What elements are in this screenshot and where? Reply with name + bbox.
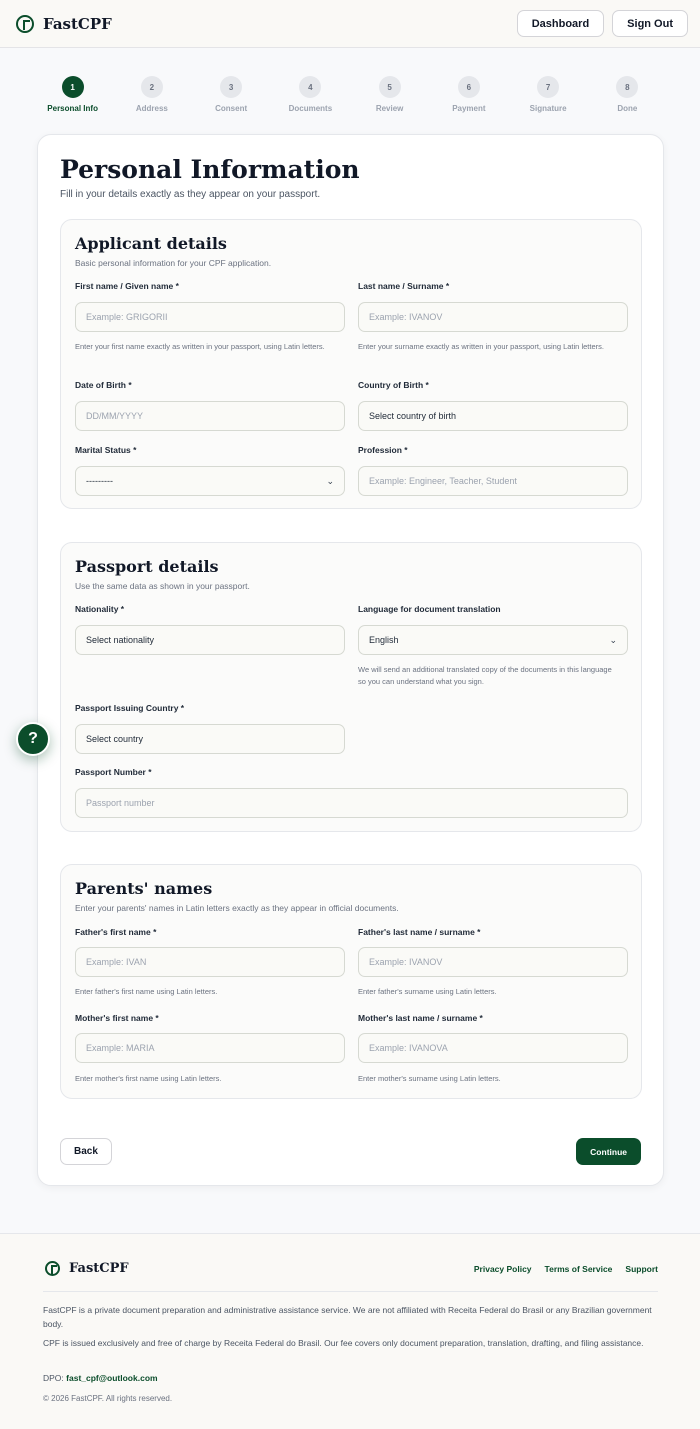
sign-out-button[interactable]: Sign Out — [612, 10, 688, 37]
dashboard-button[interactable]: Dashboard — [517, 10, 604, 37]
step-consent — [192, 76, 271, 113]
progress-stepper — [33, 76, 667, 113]
dob-label: Date of Birth * — [75, 380, 132, 390]
footer-brand-name: FastCPF — [69, 1261, 129, 1276]
issuing-country-select[interactable]: Select country — [75, 724, 345, 754]
passport-number-label: Passport Number * — [75, 767, 152, 777]
terms-of-service-link[interactable]: Terms of Service — [544, 1264, 613, 1274]
footer-copyright: © 2026 FastCPF. All rights reserved. — [43, 1394, 173, 1403]
translation-language-select[interactable] — [358, 625, 628, 655]
profession-input[interactable]: Example: Engineer, Teacher, Student — [358, 466, 628, 496]
mother-last-name-label: Mother's last name / surname * — [358, 1013, 483, 1023]
step-number: 8 — [616, 76, 638, 98]
step-review — [350, 76, 429, 113]
marital-status-label: Marital Status * — [75, 445, 137, 455]
step-number: 5 — [379, 76, 401, 98]
father-first-name-label: Father's first name * — [75, 927, 157, 937]
step-number: 4 — [299, 76, 321, 98]
step-label: Review — [375, 104, 404, 113]
section-title: Passport details — [75, 557, 219, 576]
country-of-birth-select[interactable]: Select country of birth — [358, 401, 628, 431]
applicant-details-section — [60, 219, 642, 509]
chevron-down-icon: ⌄ — [326, 475, 334, 486]
footer-disclaimer: FastCPF is a private document preparation and administrative assistance service. We are not affiliated with Receita Federal do Brasil or any Brazilian government body. — [43, 1305, 652, 1329]
step-personal-info — [33, 76, 112, 113]
section-subtitle: Use the same data as shown in your passport. — [75, 581, 250, 591]
back-button[interactable]: Back — [60, 1138, 112, 1165]
translation-language-value: English — [369, 635, 399, 645]
step-label: Personal Info — [47, 104, 98, 113]
page-title: Personal Information — [60, 155, 360, 184]
dpo-label: DPO: — [43, 1373, 64, 1383]
section-subtitle: Enter your parents' names in Latin letters exactly as they appear in official documents. — [75, 903, 399, 913]
logo-icon — [16, 15, 34, 33]
step-signature — [509, 76, 588, 113]
step-label: Consent — [215, 104, 248, 113]
section-subtitle: Basic personal information for your CPF application. — [75, 258, 272, 268]
step-payment — [429, 76, 508, 113]
mother-first-name-label: Mother's first name * — [75, 1013, 159, 1023]
step-label: Done — [617, 104, 638, 113]
section-title: Applicant details — [75, 234, 227, 253]
last-name-input[interactable]: Example: IVANOV — [358, 302, 628, 332]
mother-last-name-help: Enter mother's surname using Latin letters. — [358, 1074, 501, 1083]
nationality-label: Nationality * — [75, 604, 125, 614]
header-actions — [517, 10, 688, 37]
form-card — [37, 134, 664, 1186]
brand-name: FastCPF — [43, 14, 112, 33]
privacy-policy-link[interactable]: Privacy Policy — [473, 1264, 532, 1274]
brand[interactable] — [16, 15, 112, 33]
footer-dpo — [43, 1373, 158, 1383]
translation-language-help: We will send an additional translated copy of the documents in this language so you can understand what you sign. — [358, 665, 612, 686]
step-label: Documents — [288, 104, 333, 113]
step-number: 1 — [62, 76, 84, 98]
step-label: Payment — [452, 104, 486, 113]
profession-label: Profession * — [358, 445, 408, 455]
footer — [0, 1233, 700, 1429]
step-number: 3 — [220, 76, 242, 98]
continue-button[interactable]: Continue — [576, 1138, 641, 1165]
support-link[interactable]: Support — [625, 1264, 658, 1274]
passport-number-input[interactable]: Passport number — [75, 788, 628, 818]
marital-status-value: --------- — [86, 476, 113, 486]
footer-links — [474, 1264, 658, 1274]
step-number: 7 — [537, 76, 559, 98]
mother-last-name-input[interactable]: Example: IVANOVA — [358, 1033, 628, 1063]
footer-divider — [43, 1291, 658, 1292]
father-last-name-label: Father's last name / surname * — [358, 927, 481, 937]
step-documents — [271, 76, 350, 113]
top-bar — [0, 0, 700, 48]
step-number: 2 — [141, 76, 163, 98]
footer-brand[interactable] — [45, 1261, 129, 1276]
issuing-country-label: Passport Issuing Country * — [75, 703, 185, 713]
last-name-label: Last name / Surname * — [358, 281, 450, 291]
footer-cpf-note: CPF is issued exclusively and free of charge by Receita Federal do Brasil. Our fee covers only document preparation, translation, drafting, and filing assistance. — [43, 1338, 644, 1348]
last-name-help: Enter your surname exactly as written in your passport, using Latin letters. — [358, 342, 604, 351]
first-name-input[interactable]: Example: GRIGORII — [75, 302, 345, 332]
step-address — [112, 76, 191, 113]
step-label: Address — [135, 104, 168, 113]
dob-input[interactable]: DD/MM/YYYY — [75, 401, 345, 431]
step-label: Signature — [529, 104, 567, 113]
father-first-name-input[interactable]: Example: IVAN — [75, 947, 345, 977]
father-first-name-help: Enter father's first name using Latin letters. — [75, 987, 218, 996]
chevron-down-icon: ⌄ — [609, 634, 617, 645]
parents-names-section — [60, 864, 642, 1099]
step-number: 6 — [458, 76, 480, 98]
mother-first-name-input[interactable]: Example: MARIA — [75, 1033, 345, 1063]
logo-icon — [45, 1261, 60, 1276]
help-button[interactable]: ? — [16, 722, 50, 756]
mother-first-name-help: Enter mother's first name using Latin letters. — [75, 1074, 222, 1083]
page-subtitle: Fill in your details exactly as they appear on your passport. — [60, 189, 321, 200]
marital-status-select[interactable] — [75, 466, 345, 496]
father-last-name-input[interactable]: Example: IVANOV — [358, 947, 628, 977]
nationality-select[interactable]: Select nationality — [75, 625, 345, 655]
country-of-birth-label: Country of Birth * — [358, 380, 429, 390]
father-last-name-help: Enter father's surname using Latin letters. — [358, 987, 497, 996]
first-name-help: Enter your first name exactly as written in your passport, using Latin letters. — [75, 342, 325, 351]
section-title: Parents' names — [75, 879, 213, 898]
passport-details-section — [60, 542, 642, 832]
dpo-email-link[interactable]: fast_cpf@outlook.com — [66, 1373, 158, 1383]
step-done — [588, 76, 667, 113]
translation-language-label: Language for document translation — [358, 604, 501, 614]
first-name-label: First name / Given name * — [75, 281, 179, 291]
